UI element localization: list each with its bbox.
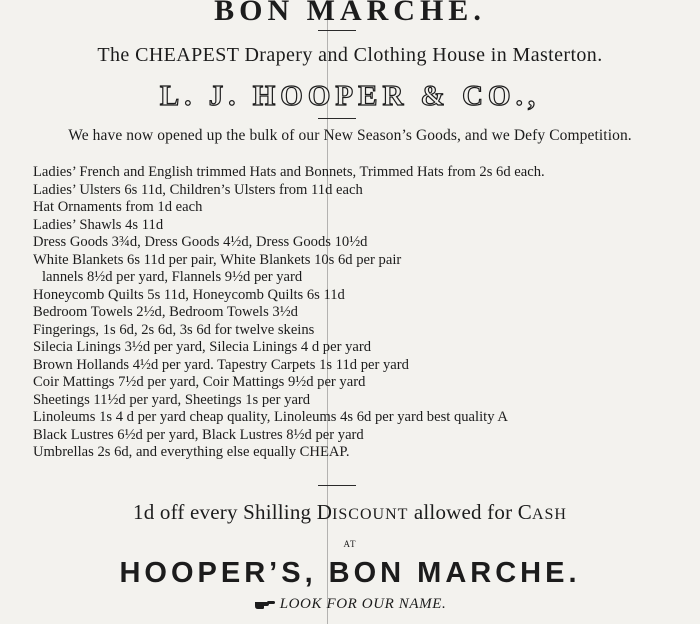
list-item: Ladies’ Ulsters 6s 11d, Children’s Ulsters from 11d each [33,181,363,198]
heading: BON MARCHE. [214,0,486,27]
list-item: Ladies’ Shawls 4s 11d [33,216,164,233]
discount-lead: 1d off every Shilling D [133,500,333,524]
list-item: Black Lustres 6½d per yard, Black Lustres 8½d per yard [33,426,364,443]
divider-top [318,30,356,31]
at-label: AT [343,539,357,549]
footer-name: HOOPER’S, BON MARCHE. [119,557,581,589]
look-for-text: LOOK FOR OUR NAME. [279,596,447,612]
list-item: White Blankets 6s 11d per pair, White Blankets 10s 6d per pair [33,251,402,268]
list-item: Coir Mattings 7½d per yard, Coir Mattings 9½d per yard [33,374,366,390]
list-item: Silecia Linings 3½d per yard, Silecia Linings 4 d per yard [33,339,372,355]
divider-bottom [318,485,356,486]
pointing-hand-icon [254,596,280,612]
list-item: Honeycomb Quilts 5s 11d, Honeycomb Quilts 6s 11d [33,286,345,303]
list-item: Umbrellas 2s 6d, and everything else equally CHEAP. [33,444,350,460]
list-item: Bedroom Towels 2½d, Bedroom Towels 3½d [33,304,298,320]
list-item: Ladies’ French and English trimmed Hats and Bonnets, Trimmed Hats from 2s 6d each. [33,164,545,180]
list-item: Fingerings, 1s 6d, 2s 6d, 3s 6d for twelve skeins [33,321,315,338]
tagline: The CHEAPEST Drapery and Clothing House in Masterton. [97,44,603,66]
look-for-line [0,596,700,613]
list-item: Brown Hollands 4½d per yard. Tapestry Carpets 1s 11d per yard [33,356,409,373]
discount-word: ISCOUNT [332,506,409,523]
goods-list [33,164,698,462]
list-item: Hat Ornaments from 1d each [33,199,203,215]
season-notice: We have now opened up the bulk of our New Season’s Goods, and we Defy Competition. [68,127,632,144]
divider-firm [318,118,356,119]
list-item: Dress Goods 3¾d, Dress Goods 4½d, Dress Goods 10½d [33,234,368,250]
list-item: Sheetings 11½d per yard, Sheetings 1s per yard [33,391,311,408]
list-item: lannels 8½d per yard, Flannels 9½d per yard [42,269,303,285]
discount-line [0,500,700,525]
firm-name: L. J. HOOPER & CO., [159,80,541,112]
cash-word: ASH [531,506,567,523]
list-item: Linoleums 1s 4 d per yard cheap quality, Linoleums 4s 6d per yard best quality A [33,409,508,425]
discount-mid: allowed for C [408,500,532,524]
